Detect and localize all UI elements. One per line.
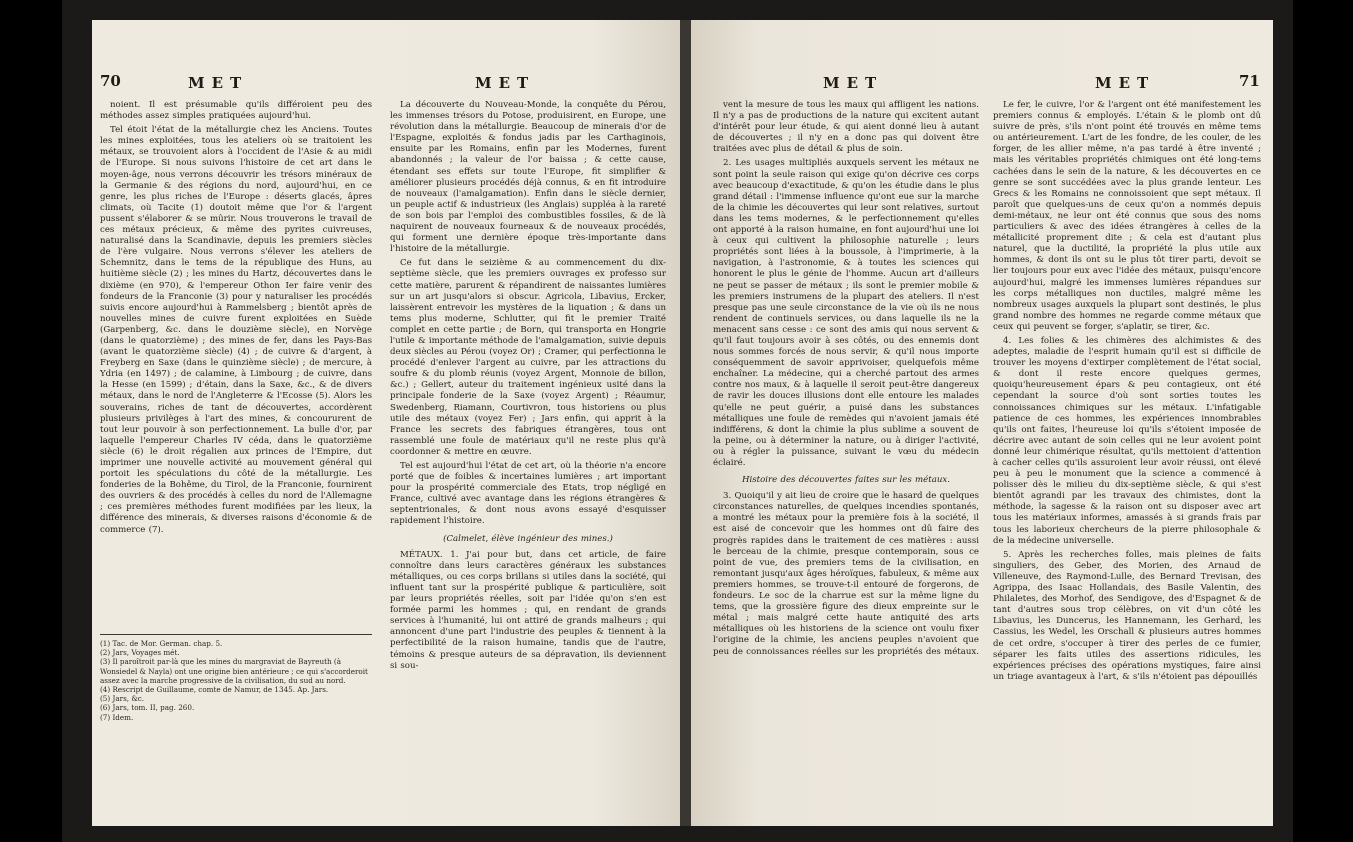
paragraph: vent la mesure de tous les maux qui affligent les nations. Il n'y a pas de productions de la nature qui excitent autant d'intérêt pour leur étude, & qui aient donné lieu à autant de découvertes ; il n'y en a donc pas qui doivent être traitées avec plus de détail & plus de soin. (713, 100, 979, 155)
running-head-col2: MET (475, 74, 536, 92)
footnote: (6) Jars, tom. II, pag. 260. (100, 703, 195, 713)
book-gutter (680, 20, 691, 826)
paragraph: Ce fut dans le seizième & au commencement du dix-septième siècle, que les premiers ouvrages ex professo sur cette matière, parurent & répandirent de naissantes lumières sur un art jusqu'alors si obscur. Agricola, Libavius, Ercker, laissèrent entrevoir les mystères de la liquation ; & dans un tems plus moderne, Schlutter, qui fit le premier Traité complet en cette partie ; de Born, qui transporta en Hongrie l'utile & importante méthode de l'amalgamation, suivie depuis deux siècles au Pérou (voyez Or) ; Cramer, qui perfectionna le procédé d'enlever l'argent au cuivre, par les attractions du soufre & du plomb réunis (voyez Argent, Monnoie de billon, &c.) ; Gellert, auteur du traitement ingénieux usité dans la principale fonderie de la Saxe (voyez Argent) ; Réaumur, Swedenberg, Riamann, Courtivron, tous historiens ou plus utile des métaux (voyez Fer) ; Jars enfin, qui apprit à la France les secrets des fabriques étrangères, tous ont rassemblé une foule de matériaux qu'il ne reste plus qu'à coordonner & mettre en œuvre. (390, 258, 666, 457)
running-head-col2: MET (1095, 74, 1156, 92)
running-head: MET (823, 74, 884, 92)
footnote: (2) Jars, Voyages mét. (100, 648, 180, 658)
left-column-1 (100, 100, 372, 539)
page-number: 71 (1239, 72, 1260, 90)
footnote-rule (100, 634, 372, 635)
footnote: (3) Il paroîtroit par-là que les mines du margraviat de Bayreuth (à Wonsiedel & Nayla) ont une origine bien antérieure ; ce qui s'accorderoit assez avec la marche progressive de la civilisation, du sud au nord. (100, 657, 368, 685)
footnote: (5) Jars, &c. (100, 694, 145, 704)
right-page (691, 20, 1273, 826)
paragraph: 5. Après les recherches folles, mais pleines de faits singuliers, des Geber, des Morien, des Arnaud de Villeneuve, des Raymond-Lulle, des Bernard Trevisan, des Agrippa, des Isaac Hollandais, des Basile Valentin, des Philaletes, des Morhof, des Sendigove, des d'Espagnet & de tant d'autres sous trop célèbres, on vit d'un côté les Libavius, les Duncerus, les Hannemann, les Gerhard, les Cassius, les Wedel, les Orschall & plusieurs autres hommes de cet ordre, s'occuper à tirer des perles de ce fumier, séparer les faits utiles des assertions ridicules, les expériences précises des opérations mystiques, faire ainsi un triage avantageux à l'art, & s'ils n'étoient pas dépouillés (993, 549, 1261, 682)
right-column-2 (993, 100, 1261, 686)
paragraph: Tel étoit l'état de la métallurgie chez les Anciens. Toutes les mines exploitées, tous les ateliers où se traitoient les métaux, se trouvoient alors à l'occident de l'Asie & au midi de l'Europe. Si nous suivons l'histoire de cet art dans le moyen-âge, nous verrons découvrir les trésors minéraux de la Germanie & des régions du nord, aujourd'hui, en ce genre, les plus riches de l'Europe : déserts glacés, âpres climats, où Tacite (1) doutoit même que l'or & l'argent pussent s'élaborer & se mûrir. Nous trouverons le travail de ces métaux précieux, & même des pyrites cuivreuses, naturalisé dans la Scandinavie, depuis les premiers siècles de l'ère vulgaire. Nous verrons s'élever les ateliers de Schemnitz, dans le tems de la république des Huns, au huitième siècle (2) ; les mines du Hartz, découvertes dans le dixième (en 970), & l'empereur Othon Ier faire venir des fondeurs de la Franconie (3) pour y naturaliser les procédés suivis encore aujourd'hui à Rammelsberg ; bientôt après de nouvelles mines de cuivre furent exploitées en Suède (Garpenberg, &c. dans le douzième siècle), en Norvège (dans le quatorzième) ; des mines de fer, dans les Pays-Bas (avant le quatorzième siècle) (4) ; de cuivre & d'argent, à Freyberg en Saxe (dans le quinzième siècle) ; de mercure, à Ydria (en 1497) ; de calamine, à Limbourg ; de cuivre, dans la Hesse (en 1599) ; d'étain, dans la Saxe, &c., & de divers métaux, dans le nord de l'Angleterre & l'Ecosse (5). Alors les souverains, riches de tant de découvertes, accordèrent plusieurs privilèges à l'art des mines, & concoururent de tout leur pouvoir à son perfectionnement. La bulle d'or, par laquelle l'empereur Charles IV céda, dans le quatorzième siècle (6) le droit régalien aux princes de l'Empire, dut imprimer une nouvelle activité au mouvement général qui portoit les spéculations du côté de la métallurgie. Les fonderies de la Bohême, du Tirol, de la Franconie, fournirent des ouvriers & des procédés à celles du nord de l'Allemagne ; ces premières méthodes furent modifiées par les lieux, la différence des minerais, & diverses raisons d'économie & de commerce (7). (100, 125, 372, 535)
paragraph: 2. Les usages multipliés auxquels servent les métaux ne sont point la seule raison qui exige qu'on décrive ces corps avec beaucoup d'exactitude, & qu'on les étudie dans le plus grand détail : l'immense influence qu'ont eue sur la marche de la chimie les découvertes qui leur sont relatives, surtout dans les tems modernes, & le perfectionnement qu'elles ont apporté à la raison humaine, en font aujourd'hui une loi à ceux qui cultivent la philosophie naturelle ; leurs propriétés sont liées à la boussole, à l'imprimerie, à la navigation, à l'astronomie, & à toutes les sciences qui honorent le plus le génie de l'homme. Aucun art d'ailleurs ne peut se passer de métaux ; ils sont le premier mobile & les premiers instrumens de la plupart des ateliers. Il n'est presque pas une seule circonstance de la vie où ils ne nous rendent de continuels services, ou dans laquelle ils ne la menacent sans cesse : ce sont des amis qui nous servent & qu'il faut toujours avoir à ses côtés, ou des ennemis dont nous sommes forcés de nous servir, & qu'il nous importe conséquemment de savoir apprivoiser, quelquefois même enchaîner. La médecine, qui a cherché partout des armes contre nos maux, & à laquelle il seroit peut-être dangereux de ravir les douces illusions dont elle entoure les malades qu'elle ne peut guérir, a puisé dans les substances métalliques une foule de remèdes qui n'avoient jamais été indifférens, & dont la chimie la plus sublime a souvent de la peine, ou à déterminer la nature, ou à diriger l'activité, ou à régler la puissance, suivant le vœu du médecin éclairé. (713, 158, 979, 468)
paragraph: La découverte du Nouveau-Monde, la conquête du Pérou, les immenses trésors du Potose, produisirent, en Europe, une révolution dans la métallurgie. Beaucoup de minerais d'or de l'Espagne, exploités & fondus jadis par les Carthaginois, ensuite par les Romains, enfin par les Modernes, furent abandonnés ; la valeur de l'or baissa ; & cette cause, étendant ses effets sur toute l'Europe, fit simplifier & améliorer plusieurs procédés déjà connus, & en fit introduire de nouveaux (l'amalgamation). Enfin dans le siècle dernier, un peuple actif & industrieux (les Anglais) suppléa à la rareté de son bois par l'emploi des combustibles fossiles, & de là naquirent de nouveaux fourneaux & de nouveaux procédés, qui forment une dernière époque très-importante dans l'histoire de la métallurgie. (390, 100, 666, 255)
left-page (92, 20, 680, 826)
running-head: MET (188, 74, 249, 92)
paragraph: Le fer, le cuivre, l'or & l'argent ont été manifestement les premiers connus & employés. L'étain & le plomb ont dû suivre de près, s'ils n'ont point été trouvés en même tems ou antérieurement. L'art de les fondre, de les couler, de les forger, de les allier même, n'a pas tardé à être inventé ; mais les véritables propriétés chimiques ont été long-tems cachées dans le sein de la nature, & les découvertes en ce genre se sont succédées avec la plus grande lenteur. Les Grecs & les Romains ne connoissoient que sept métaux. Il paroît que quelques-uns de ceux qu'on a nommés depuis demi-métaux, ne leur ont été connus que sous des noms particuliers & avec des idées étrangères à celles de la métallicité proprement dite ; & cela est d'autant plus naturel, que la ductilité, la propriété la plus utile aux hommes, & dont ils ont su le plus tôt tirer parti, devoit se lier toujours pour eux avec l'idée des métaux, puisqu'encore aujourd'hui, malgré les immenses lumières répandues sur les corps métalliques non ductiles, malgré même les nombreux usages auxquels la plupart sont destinés, le plus grand nombre des hommes ne regarde comme métaux que ceux qui peuvent se forger, s'aplatir, se tirer, &c. (993, 100, 1261, 332)
paragraph: noient. Il est présumable qu'ils différoient peu des méthodes assez simples pratiquées aujourd'hui. (100, 100, 372, 122)
footnote: (4) Rescript de Guillaume, comte de Namur, de 1345. Ap. Jars. (100, 685, 329, 695)
footnote: (7) Idem. (100, 712, 134, 722)
footnote: (1) Tac. de Mor. German. chap. 5. (100, 639, 223, 648)
right-column-1 (713, 100, 979, 661)
paragraph: 3. Quoiqu'il y ait lieu de croire que le hasard de quelques circonstances naturelles, de quelques incendies spontanés, a montré les métaux pour la première fois à la société, il est aisé de concevoir que les hommes ont dû faire des progrès rapides dans le traitement de ces matières : aussi le berceau de la chimie, presque contemporain, sous ce point de vue, des premiers tems de la civilisation, en remontant jusqu'aux âges héroïques, fabuleux, & même aux premiers hommes, se trouve-t-il entouré de forgerons, de fondeurs. Le soc de la charrue est sur la même ligne du tems, que la grossière figure des dieux empreinte sur le métal ; mais malgré cette haute antiquité des arts métalliques où les historiens de la science ont voulu fixer l'origine de la chimie, les anciens peuples n'avoient que peu de connoissances réelles sur les propriétés des métaux. (713, 491, 979, 657)
paragraph: Tel est aujourd'hui l'état de cet art, où la théorie n'a encore porté que de foibles & incertaines lumières ; art important pour la prospérité commerciale des Etats, trop négligé en France, cultivé avec avantage dans les régions étrangères & septentrionales, & dont nous avons essayé d'esquisser rapidement l'histoire. (390, 461, 666, 527)
paragraph: MÉTAUX. 1. J'ai pour but, dans cet article, de faire connoître dans leurs caractères généraux les substances métalliques, ou ces corps brillans si utiles dans la société, qui influent tant sur la prospérité publique & particulière, soit par leurs propriétés réelles, soit par l'idée qu'on s'en est formée parmi les hommes ; qui, en rendant de grands services à l'humanité, lui ont attiré de grands malheurs ; qui annoncent d'une part l'industrie des peuples & tiennent à la perfectibilité de la raison humaine, tandis que de l'autre, témoins & presque auteurs de sa dépravation, ils deviennent si sou- (390, 549, 666, 671)
footnotes (100, 639, 372, 722)
paragraph: 4. Les folies & les chimères des alchimistes & des adeptes, maladie de l'esprit humain qu'il est si difficile de trouver les moyens d'extirper complètement de l'état social, & dont il reste encore quelques germes, quoiqu'heureusement épars & peu contagieux, ont été cependant la source d'où sont sorties toutes les connoissances chimiques sur les métaux. L'infatigable patience de ces hommes, les expériences innombrables qu'ils ont faites, l'heureuse loi qu'ils s'étoient imposée de décrire avec autant de soin celles qui ne leur avoient point donné leur chimérique résultat, qu'ils mettoient d'attention à cacher celles qu'ils assuroient leur avoir réussi, ont élevé peu à peu le monument que la science a commencé à polisser dès le milieu du dix-septième siècle, & qui s'est bientôt agrandi par les travaux des chimistes, dont la méthode, la sagesse & la raison ont su disposer avec art tous les matériaux informes, amassés à si grands frais par tous les laborieux chercheurs de la pierre philosophale & de la médecine universelle. (993, 335, 1261, 546)
left-column-2 (390, 100, 666, 675)
page-number: 70 (100, 72, 121, 90)
author-signature: (Calmelet, élève ingénieur des mines.) (443, 533, 613, 544)
section-heading: Histoire des découvertes faites sur les métaux. (742, 475, 950, 486)
